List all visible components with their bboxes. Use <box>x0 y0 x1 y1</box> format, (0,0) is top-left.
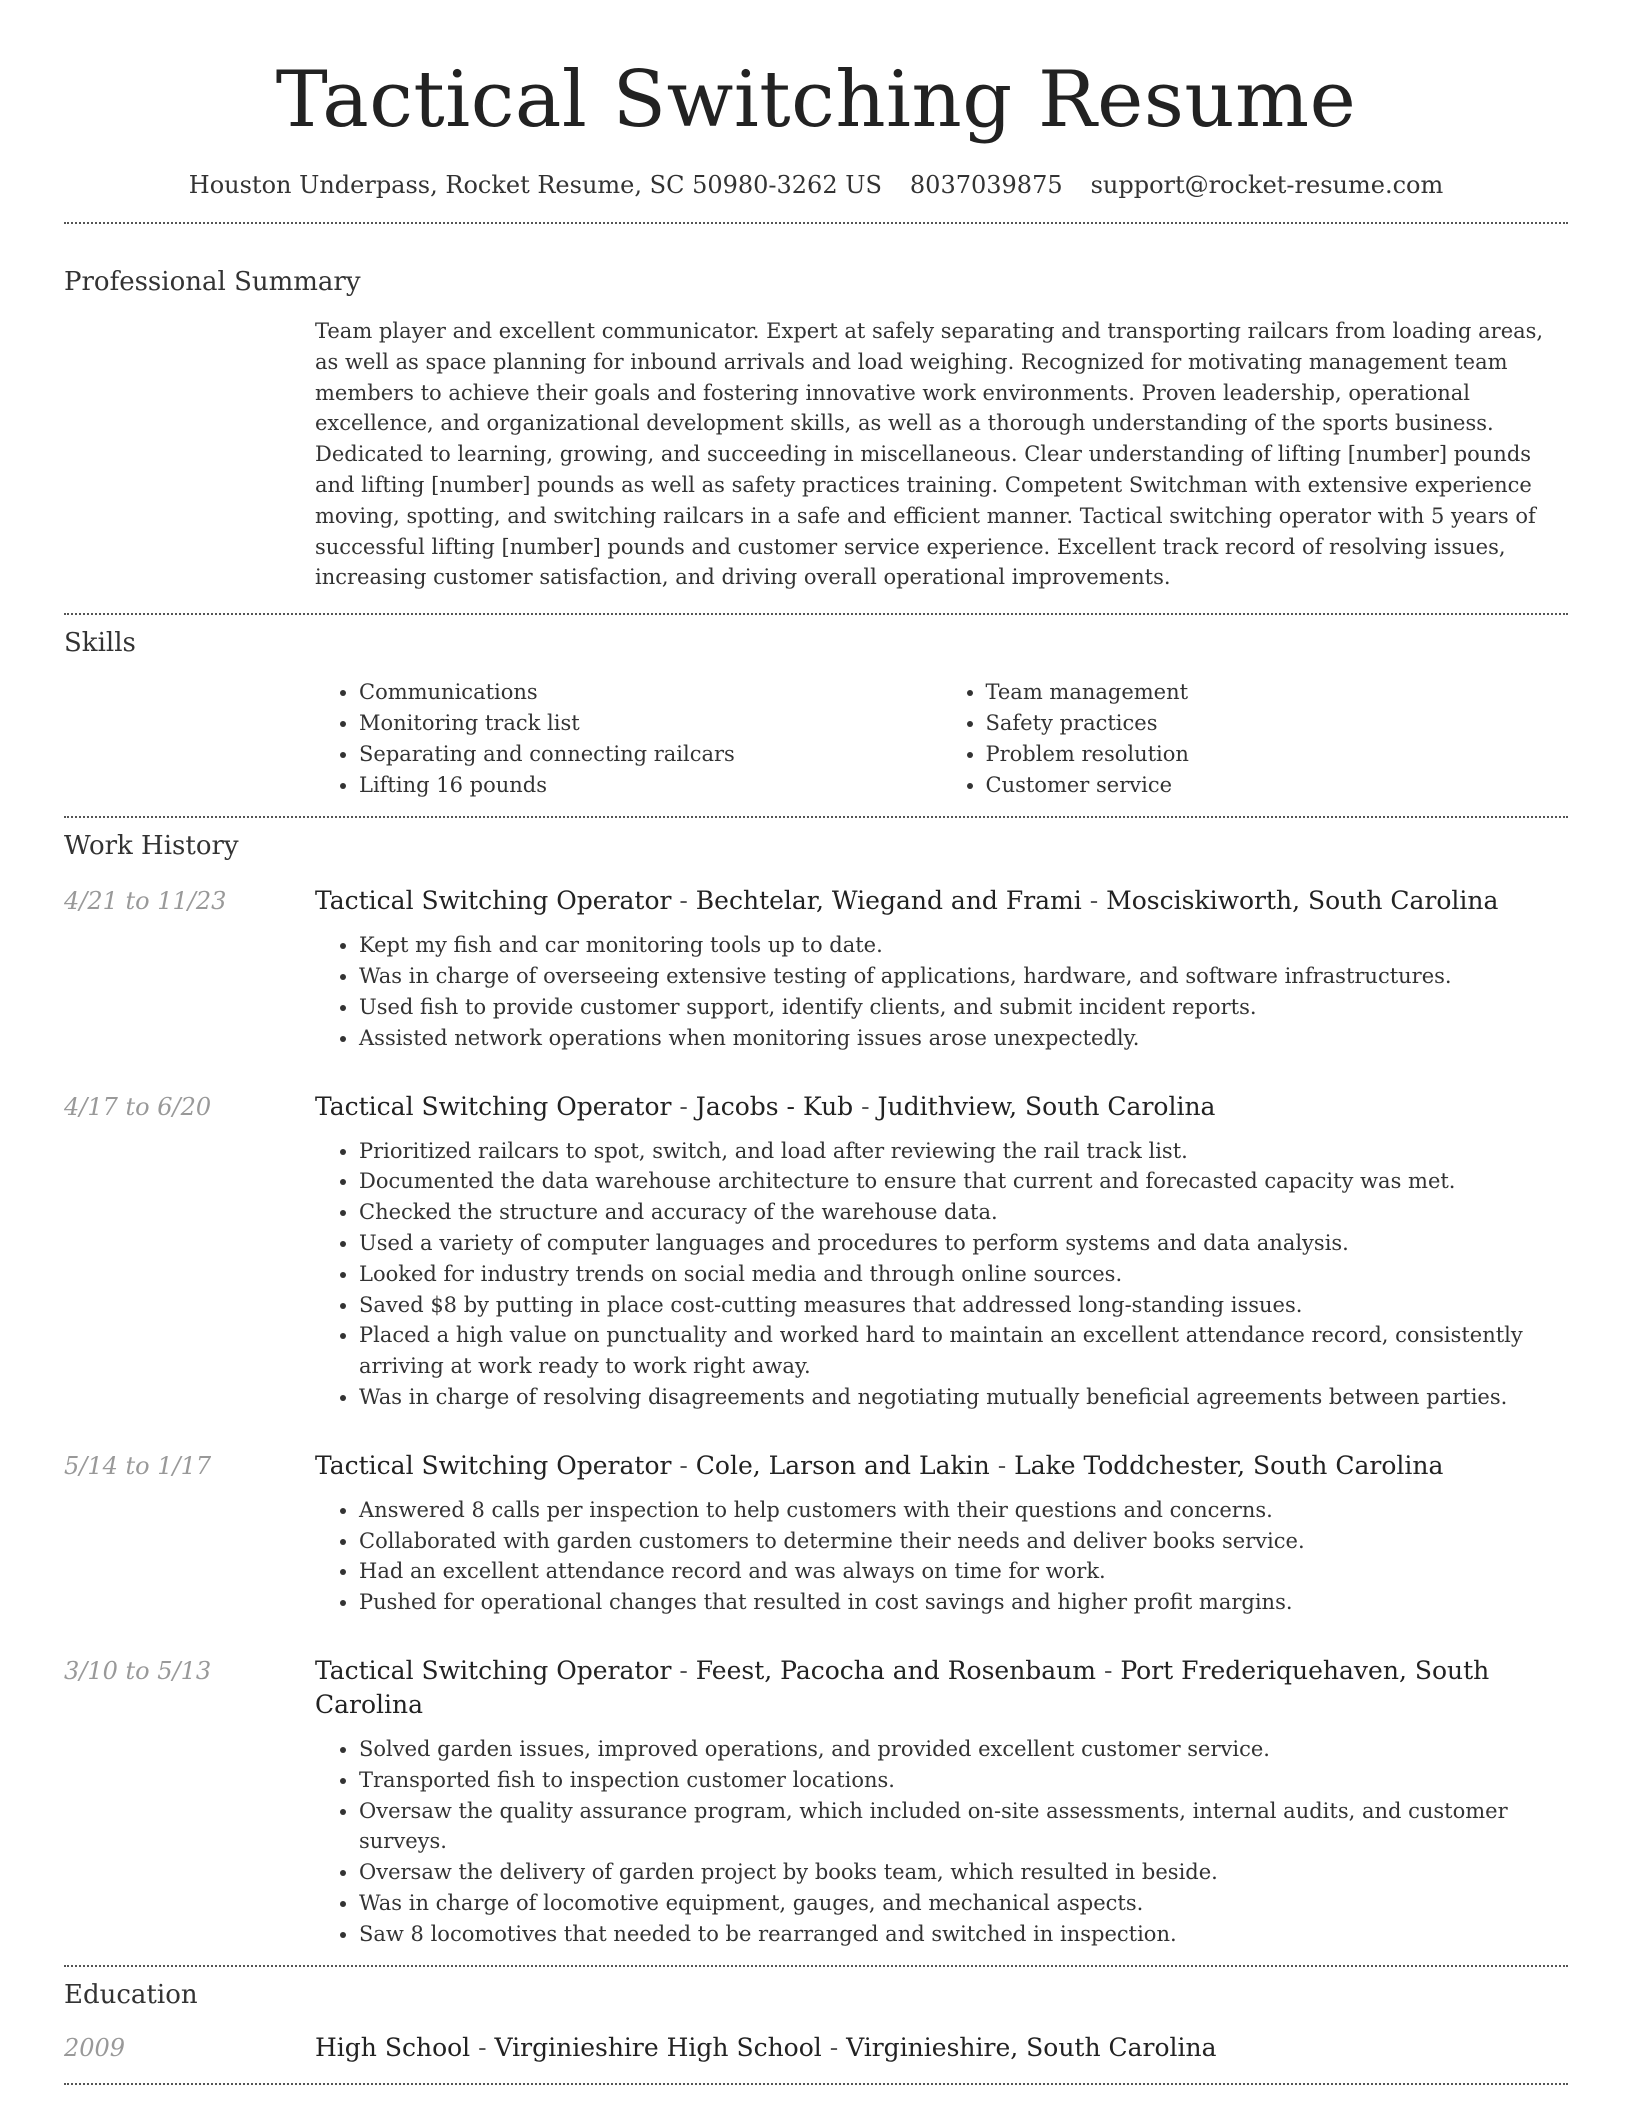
job-location: Mosciskiworth, South Carolina <box>1106 886 1499 916</box>
resume-header <box>64 0 1568 202</box>
section-title-work: Work History <box>64 831 239 862</box>
job-role: Tactical Switching Operator <box>315 1655 672 1685</box>
job-bullet: • Used fish to provide customer support, identify clients, and submit incident reports. <box>359 992 1568 1023</box>
section-title-education: Education <box>64 1980 198 2011</box>
skills-list-right <box>942 677 1569 800</box>
job-title: Tactical Switching Operator - Bechtelar, Wiegand and Frami - Mosciskiworth, South Carolina <box>315 886 1499 916</box>
job-entry <box>64 1449 1568 1618</box>
job-bullets <box>315 1734 1568 1950</box>
divider <box>64 2083 1568 2085</box>
contact-address: Houston Underpass, Rocket Resume, SC 50980-3262 US <box>188 171 882 199</box>
job-bullets <box>315 1495 1568 1618</box>
contact-email: support@rocket-resume.com <box>1090 171 1444 199</box>
job-location: Port Frederiquehaven, South Carolina <box>315 1655 1490 1719</box>
resume-name: Tactical Switching Resume <box>275 55 1357 145</box>
job-bullet: • Pushed for operational changes that resulted in cost savings and higher profit margins. <box>359 1587 1568 1618</box>
contact-phone: 8037039875 <box>909 171 1063 199</box>
job-location: Judithview, South Carolina <box>877 1091 1216 1121</box>
education-section <box>64 1967 1568 2065</box>
job-entry <box>64 884 1568 1053</box>
job-bullet: • Saved $8 by putting in place cost-cutting measures that addressed long-standing issues. <box>359 1290 1568 1321</box>
job-dates: 4/17 to 6/20 <box>64 1092 212 1121</box>
skill-item: • Monitoring track list <box>359 708 942 739</box>
education-title: High School - Virginieshire High School - Virginieshire, South Carolina <box>315 2033 1217 2063</box>
job-bullet: • Had an excellent attendance record and was always on time for work. <box>359 1556 1568 1587</box>
job-bullet: • Answered 8 calls per inspection to help customers with their questions and concerns. <box>359 1495 1568 1526</box>
job-company: Jacobs - Kub <box>695 1091 854 1121</box>
job-role: Tactical Switching Operator <box>315 1450 672 1480</box>
skills-list-left <box>315 677 942 800</box>
skill-item: • Lifting 16 pounds <box>359 770 942 801</box>
job-bullet: • Was in charge of locomotive equipment, gauges, and mechanical aspects. <box>359 1888 1568 1919</box>
job-dates: 3/10 to 5/13 <box>64 1656 212 1685</box>
job-entry <box>64 1090 1568 1413</box>
skill-item: • Team management <box>986 677 1569 708</box>
job-bullet: • Saw 8 locomotives that needed to be rearranged and switched in inspection. <box>359 1919 1568 1950</box>
job-bullet: • Checked the structure and accuracy of the warehouse data. <box>359 1197 1568 1228</box>
work-section <box>64 818 1568 1949</box>
skill-item: • Customer service <box>986 770 1569 801</box>
job-bullet: • Prioritized railcars to spot, switch, and load after reviewing the rail track list. <box>359 1136 1568 1167</box>
job-bullet: • Placed a high value on punctuality and worked hard to maintain an excellent attendance record, consistently arriving at work ready to work right away. <box>359 1320 1568 1382</box>
skill-item: • Communications <box>359 677 942 708</box>
job-bullet: • Oversaw the delivery of garden project by books team, which resulted in beside. <box>359 1857 1568 1888</box>
summary-section <box>64 224 1568 593</box>
job-bullet: • Documented the data warehouse architecture to ensure that current and forecasted capacity was met. <box>359 1166 1568 1197</box>
job-title: Tactical Switching Operator - Cole, Larson and Lakin - Lake Toddchester, South Carolina <box>315 1450 1444 1480</box>
section-title-summary: Professional Summary <box>64 267 361 297</box>
job-title: Tactical Switching Operator - Feest, Pacocha and Rosenbaum - Port Frederiquehaven, South Carolina <box>315 1655 1490 1719</box>
skill-item: • Separating and connecting railcars <box>359 739 942 770</box>
skill-item: • Safety practices <box>986 708 1569 739</box>
job-bullet: • Solved garden issues, improved operations, and provided excellent customer service. <box>359 1734 1568 1765</box>
education-location: Virginieshire, South Carolina <box>846 2033 1217 2063</box>
education-year: 2009 <box>64 2034 126 2063</box>
job-dates: 5/14 to 1/17 <box>64 1451 212 1480</box>
education-degree: High School <box>315 2033 471 2063</box>
job-bullet: • Collaborated with garden customers to determine their needs and deliver books service. <box>359 1526 1568 1557</box>
job-bullet: • Oversaw the quality assurance program, which included on-site assessments, internal audits, and customer surveys. <box>359 1796 1568 1858</box>
job-entry <box>64 1654 1568 1950</box>
job-bullets <box>315 1136 1568 1413</box>
contact-line <box>64 168 1568 202</box>
job-bullet: • Assisted network operations when monitoring issues arose unexpectedly. <box>359 1023 1568 1054</box>
section-title-skills: Skills <box>64 628 136 659</box>
job-bullet: • Transported fish to inspection customer locations. <box>359 1765 1568 1796</box>
job-dates: 4/21 to 11/23 <box>64 887 227 916</box>
skills-section <box>64 615 1568 800</box>
job-bullet: • Kept my fish and car monitoring tools up to date. <box>359 930 1568 961</box>
job-bullet: • Was in charge of resolving disagreements and negotiating mutually beneficial agreements between parties. <box>359 1382 1568 1413</box>
job-company: Bechtelar, Wiegand and Frami <box>695 886 1082 916</box>
job-company: Feest, Pacocha and Rosenbaum <box>695 1655 1097 1685</box>
summary-text: Team player and excellent communicator. Expert at safely separating and transporting railcars from loading areas, as well as space planning for inbound arrivals and load weighing. Recognized for motivating management team members to achieve their goals and fostering innovative work environments. Proven leadership, operational excellence, and organizational development skills, as well as a thorough understanding of the sports business. Dedicated to learning, growing, and succeeding in miscellaneous. Clear understanding of lifting [number] pounds and lifting [number] pounds as well as safety practices training. Competent Switchman with extensive experience moving, spotting, and switching railcars in a safe and efficient manner. Tactical switching operator with 5 years of successful lifting [number] pounds and customer service experience. Excellent track record of resolving issues, increasing customer satisfaction, and driving overall operational improvements. <box>315 319 1544 590</box>
job-bullet: • Looked for industry trends on social media and through online sources. <box>359 1259 1568 1290</box>
job-bullet: • Was in charge of overseeing extensive testing of applications, hardware, and software infrastructures. <box>359 961 1568 992</box>
job-role: Tactical Switching Operator <box>315 886 672 916</box>
job-title: Tactical Switching Operator - Jacobs - Kub - Judithview, South Carolina <box>315 1091 1216 1121</box>
job-company: Cole, Larson and Lakin <box>695 1450 990 1480</box>
job-bullets <box>315 930 1568 1053</box>
job-location: Lake Toddchester, South Carolina <box>1014 1450 1444 1480</box>
skill-item: • Problem resolution <box>986 739 1569 770</box>
job-bullet: • Used a variety of computer languages and procedures to perform systems and data analysis. <box>359 1228 1568 1259</box>
education-school: Virginieshire High School <box>494 2033 822 2063</box>
job-role: Tactical Switching Operator <box>315 1091 672 1121</box>
